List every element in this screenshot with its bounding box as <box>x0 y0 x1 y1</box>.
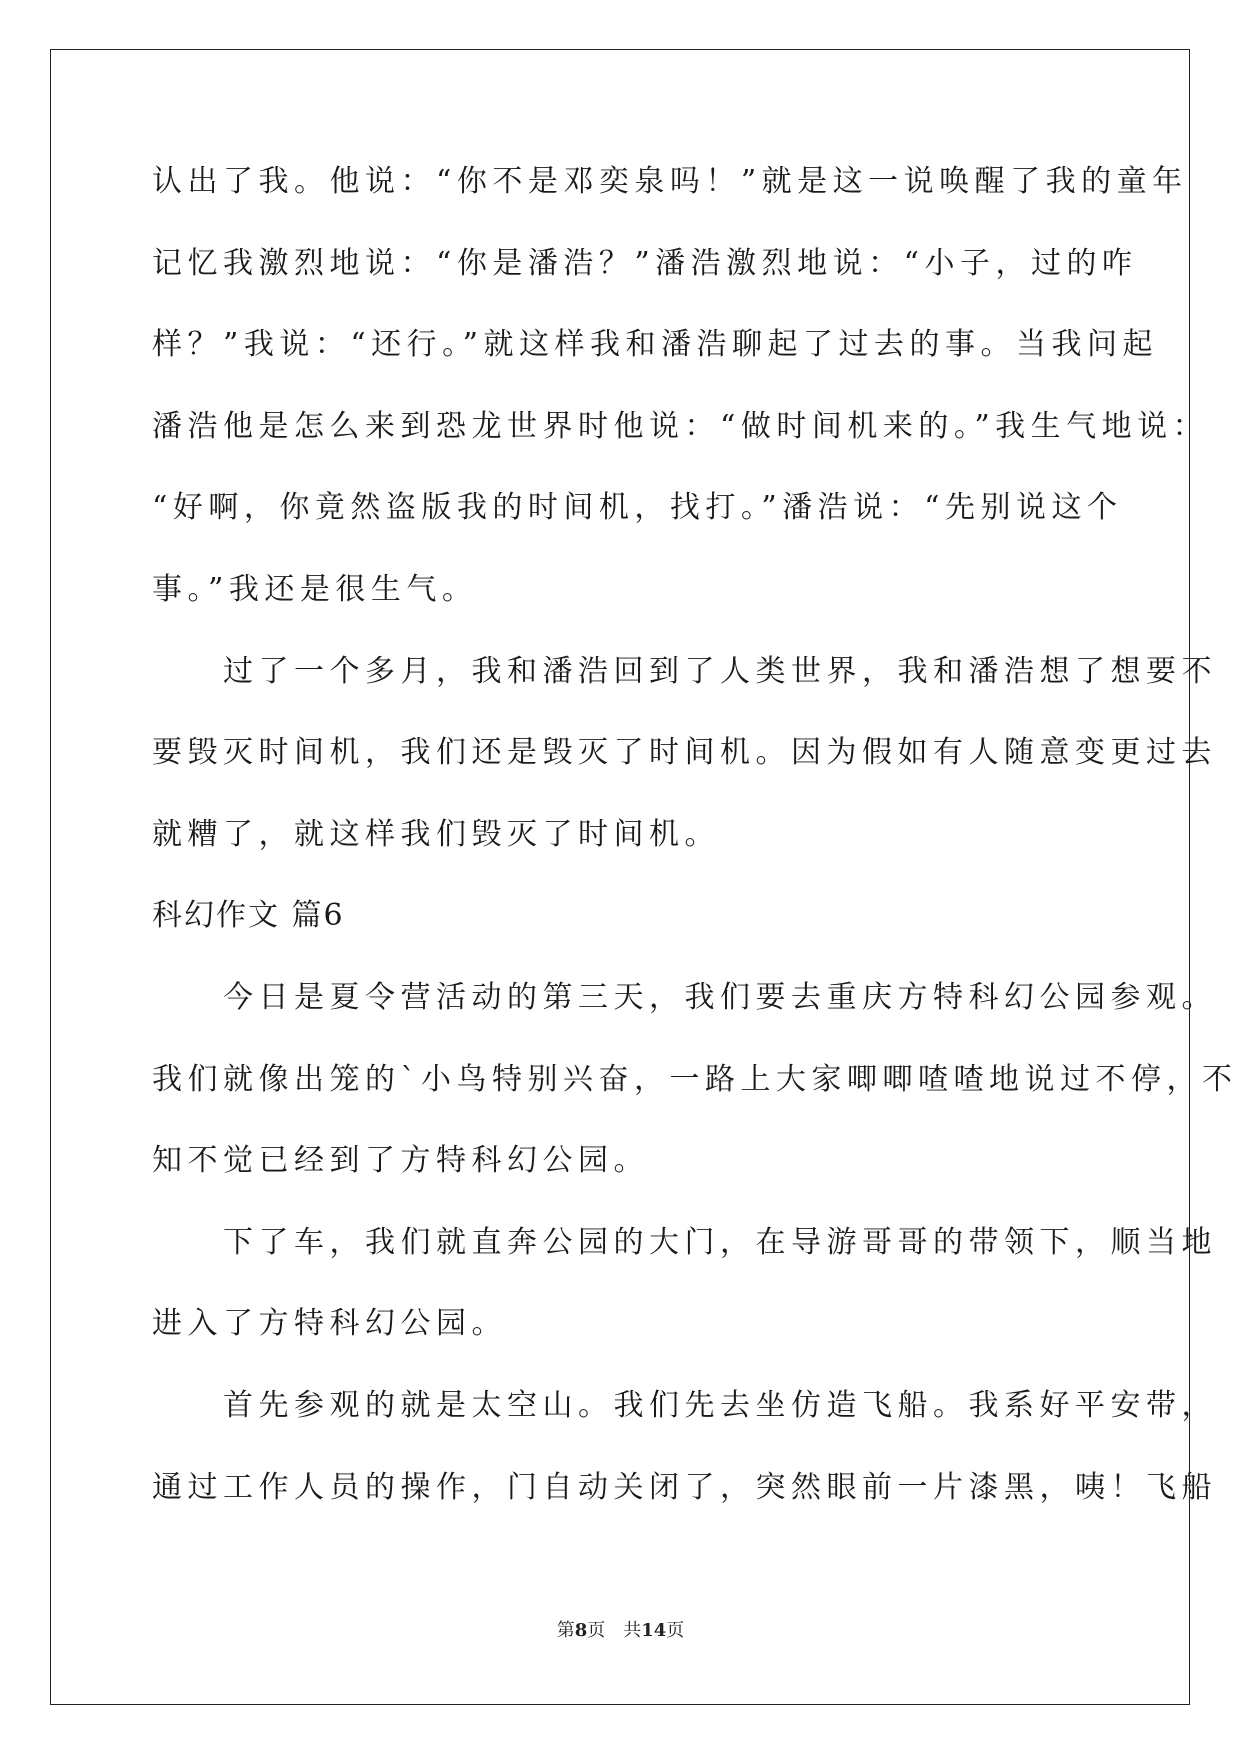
page-total: 14 <box>641 1620 667 1641</box>
section-heading: 科幻作文 篇6 <box>152 898 345 934</box>
text-line: 首先参观的就是太空山。我们先去坐仿造飞船。我系好平安带， <box>152 1387 1217 1423</box>
text-line: 潘浩他是怎么来到恐龙世界时他说：“做时间机来的。”我生气地说： <box>152 408 1209 444</box>
text-line: 下了车，我们就直奔公园的大门，在导游哥哥的带领下，顺当地 <box>152 1224 1217 1260</box>
text-line: 通过工作人员的操作，门自动关闭了，突然眼前一片漆黑，咦！飞船 <box>152 1469 1217 1505</box>
page-prefix: 第 <box>556 1620 575 1641</box>
document-body <box>152 162 1238 1549</box>
text-line: 样？”我说：“还行。”就这样我和潘浩聊起了过去的事。当我问起 <box>152 327 1159 363</box>
text-line: 就糟了，就这样我们毁灭了时间机。 <box>152 816 720 852</box>
page-footer <box>0 1616 1241 1642</box>
text-line: 要毁灭时间机，我们还是毁灭了时间机。因为假如有人随意变更过去 <box>152 735 1217 771</box>
text-line: 知不觉已经到了方特科幻公园。 <box>152 1143 649 1179</box>
text-line: 我们就像出笼的`小鸟特别兴奋，一路上大家唧唧喳喳地说过不停，不 <box>152 1061 1238 1097</box>
text-line: 进入了方特科幻公园。 <box>152 1306 507 1342</box>
text-line: 事。”我还是很生气。 <box>152 571 478 607</box>
page-suffix: 页 <box>587 1620 606 1641</box>
text-line: 今日是夏令营活动的第三天，我们要去重庆方特科幻公园参观。 <box>152 979 1217 1015</box>
text-line: 过了一个多月，我和潘浩回到了人类世界，我和潘浩想了想要不 <box>152 653 1217 689</box>
total-prefix: 共 <box>623 1620 642 1641</box>
text-line: 认出了我。他说：“你不是邓奕泉吗！”就是这一说唤醒了我的童年 <box>152 164 1188 199</box>
text-line: “好啊，你竟然盗版我的时间机，找打。”潘浩说：“先别说这个 <box>152 490 1123 526</box>
total-suffix: 页 <box>666 1620 685 1641</box>
text-line: 记忆我激烈地说：“你是潘浩？”潘浩激烈地说：“小子，过的咋 <box>152 245 1138 281</box>
page-current: 8 <box>574 1620 588 1641</box>
